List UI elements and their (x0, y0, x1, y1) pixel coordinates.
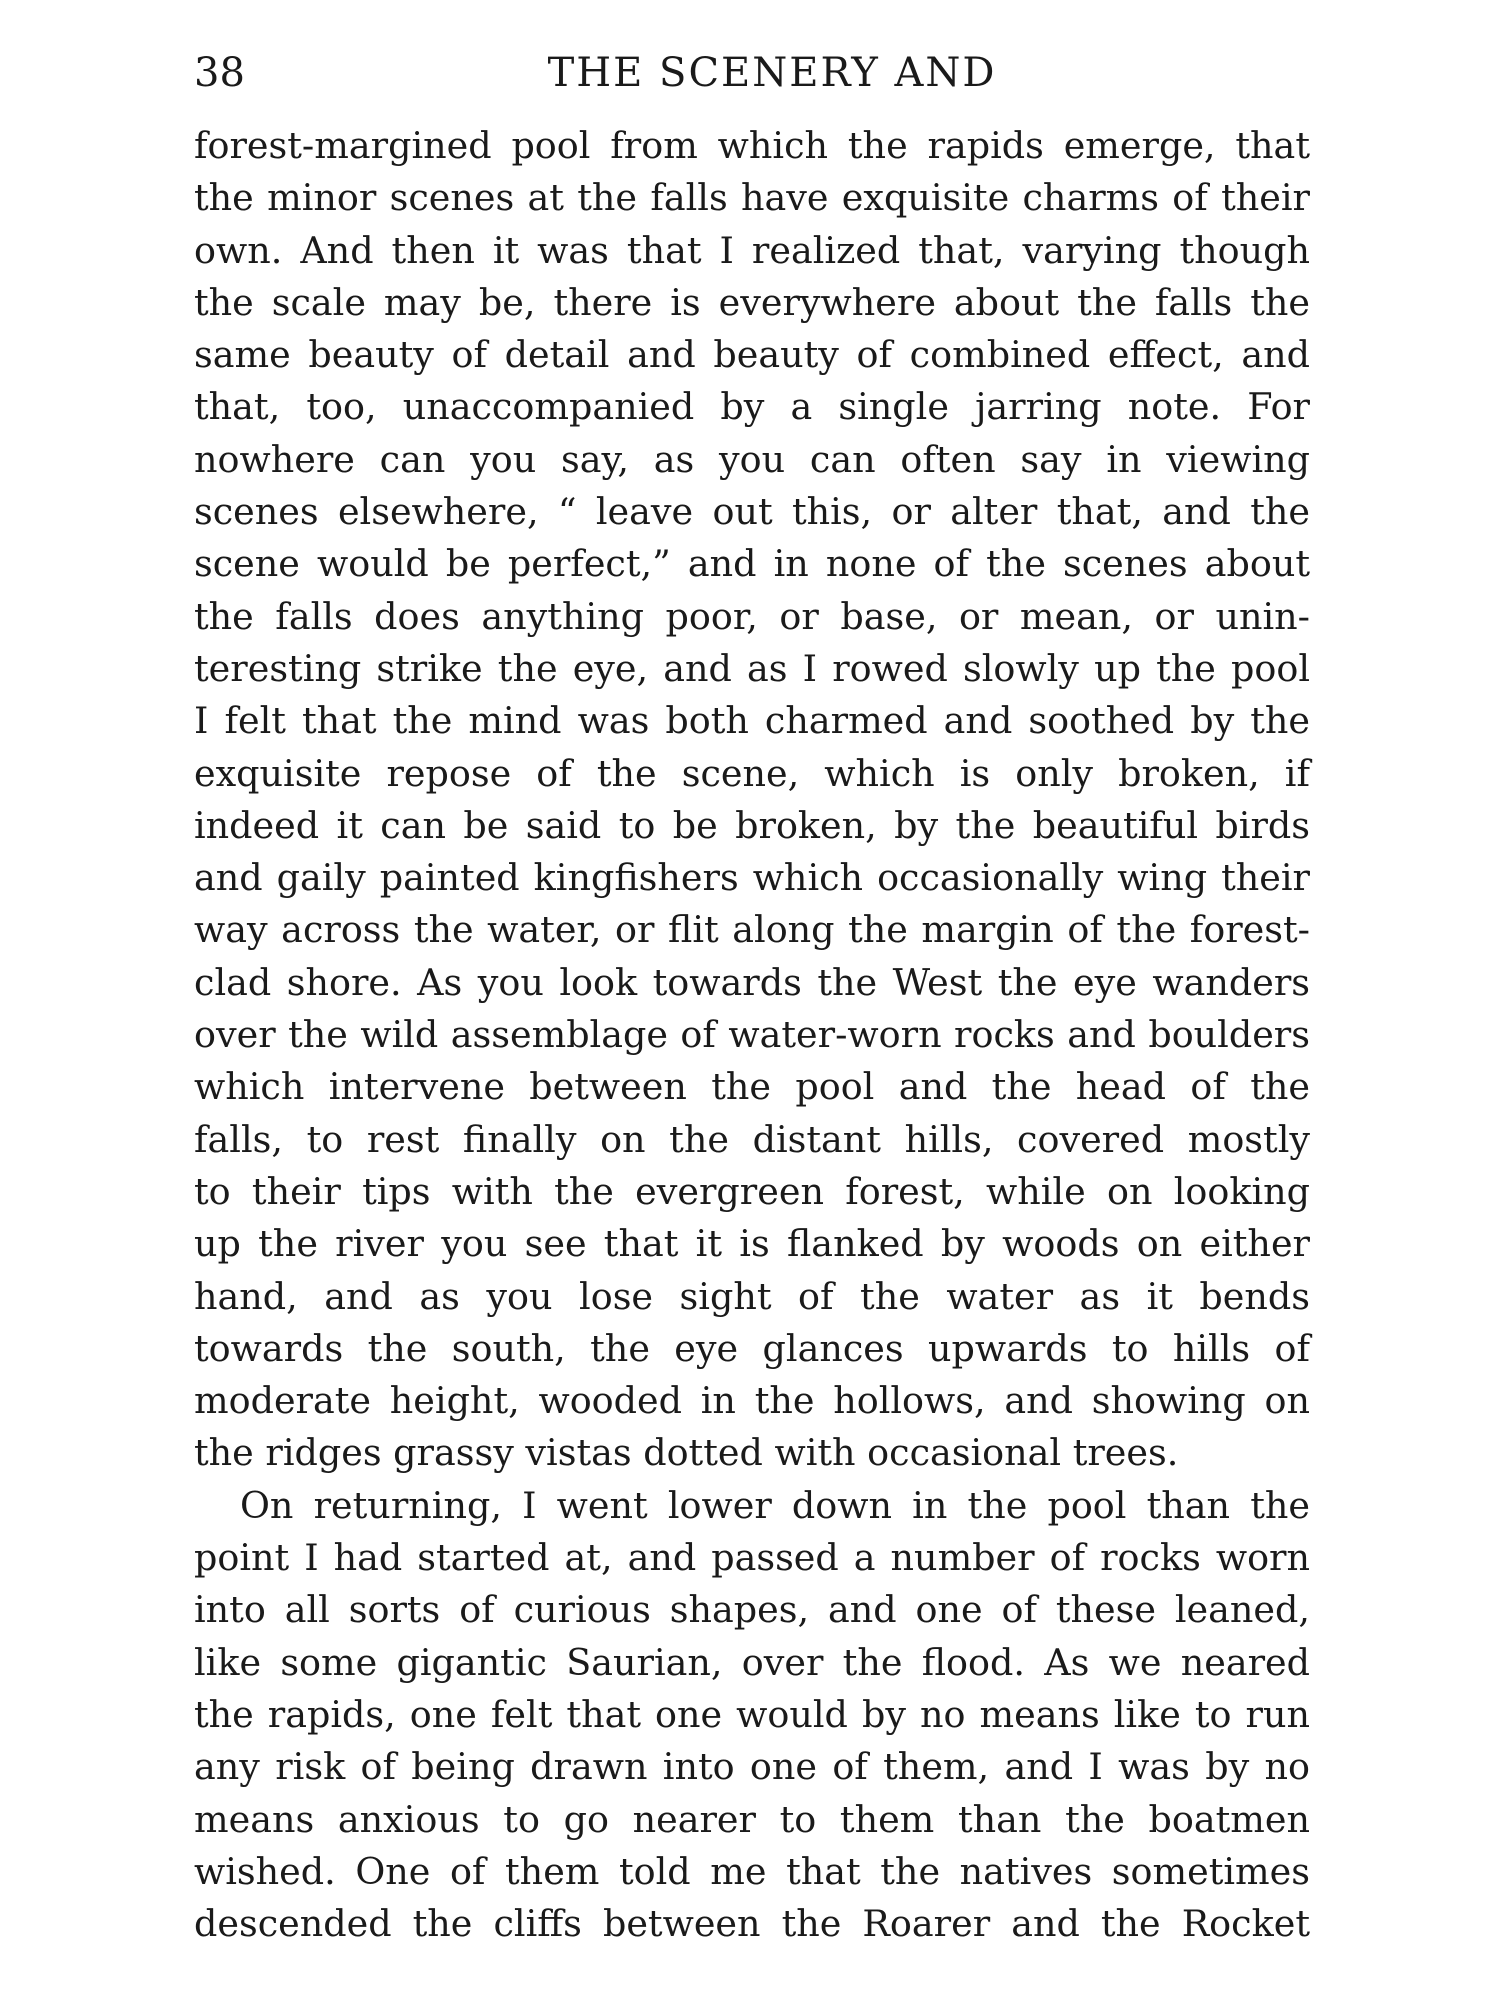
text-line: into all sorts of curious shapes, and one of these leaned, (194, 1588, 1310, 1632)
paragraph-1 (194, 120, 1310, 1480)
text-line: On returning, I went lower down in the pool than the (240, 1483, 1310, 1527)
text-line: moderate height, wooded in the hollows, and showing on (194, 1379, 1310, 1423)
body-text (194, 120, 1310, 1950)
text-line: own. And then it was that I realized that, varying though (194, 228, 1310, 272)
text-line: indeed it can be said to be broken, by the beautiful birds (194, 803, 1310, 847)
text-line: over the wild assemblage of water-worn rocks and boulders (194, 1013, 1310, 1057)
text-line: scene would be perfect,” and in none of the scenes about (194, 542, 1310, 586)
text-line: exquisite repose of the scene, which is only broken, if (194, 751, 1310, 795)
page-number: 38 (194, 50, 245, 96)
text-line: wished. One of them told me that the natives sometimes (194, 1849, 1310, 1893)
text-line: point I had started at, and passed a number of rocks worn (194, 1536, 1310, 1580)
text-line: the rapids, one felt that one would by no means like to run (194, 1692, 1310, 1736)
text-line: I felt that the mind was both charmed and soothed by the (194, 699, 1310, 743)
text-line: falls, to rest finally on the distant hills, covered mostly (194, 1117, 1310, 1161)
text-line: way across the water, or flit along the margin of the forest- (194, 908, 1310, 952)
text-line: to their tips with the evergreen forest, while on looking (194, 1169, 1310, 1213)
text-line: that, too, unaccompanied by a single jarring note. For (194, 385, 1310, 429)
text-line: the falls does anything poor, or base, or mean, or unin- (194, 594, 1310, 638)
text-line: towards the south, the eye glances upwards to hills of (194, 1326, 1310, 1370)
text-line: clad shore. As you look towards the West the eye wanders (194, 960, 1310, 1004)
text-line: the minor scenes at the falls have exquisite charms of their (194, 176, 1310, 220)
text-line: nowhere can you say, as you can often say in viewing (194, 437, 1310, 481)
text-line: the scale may be, there is everywhere about the falls the (194, 280, 1310, 324)
text-line: same beauty of detail and beauty of combined effect, and (194, 333, 1310, 377)
text-line: descended the cliffs between the Roarer and the Rocket (194, 1902, 1310, 1946)
text-line: any risk of being drawn into one of them, and I was by no (194, 1745, 1310, 1789)
text-line: the ridges grassy vistas dotted with occasional trees. (194, 1431, 1179, 1475)
text-line: means anxious to go nearer to them than the boatmen (194, 1797, 1310, 1841)
paragraph-2 (194, 1480, 1310, 1951)
text-line: forest-margined pool from which the rapids emerge, that (194, 124, 1310, 167)
text-line: hand, and as you lose sight of the water as it bends (194, 1274, 1310, 1318)
text-line: teresting strike the eye, and as I rowed slowly up the pool (194, 646, 1310, 690)
page-header (194, 40, 1310, 106)
text-line: which intervene between the pool and the head of the (194, 1065, 1310, 1109)
book-page (194, 40, 1310, 1950)
text-line: scenes elsewhere, “ leave out this, or alter that, and the (194, 490, 1310, 534)
text-line: and gaily painted kingfishers which occasionally wing their (194, 856, 1310, 900)
running-head: THE SCENERY AND (547, 50, 997, 96)
text-line: up the river you see that it is flanked by woods on either (194, 1222, 1310, 1266)
text-line: like some gigantic Saurian, over the flood. As we neared (194, 1640, 1310, 1684)
